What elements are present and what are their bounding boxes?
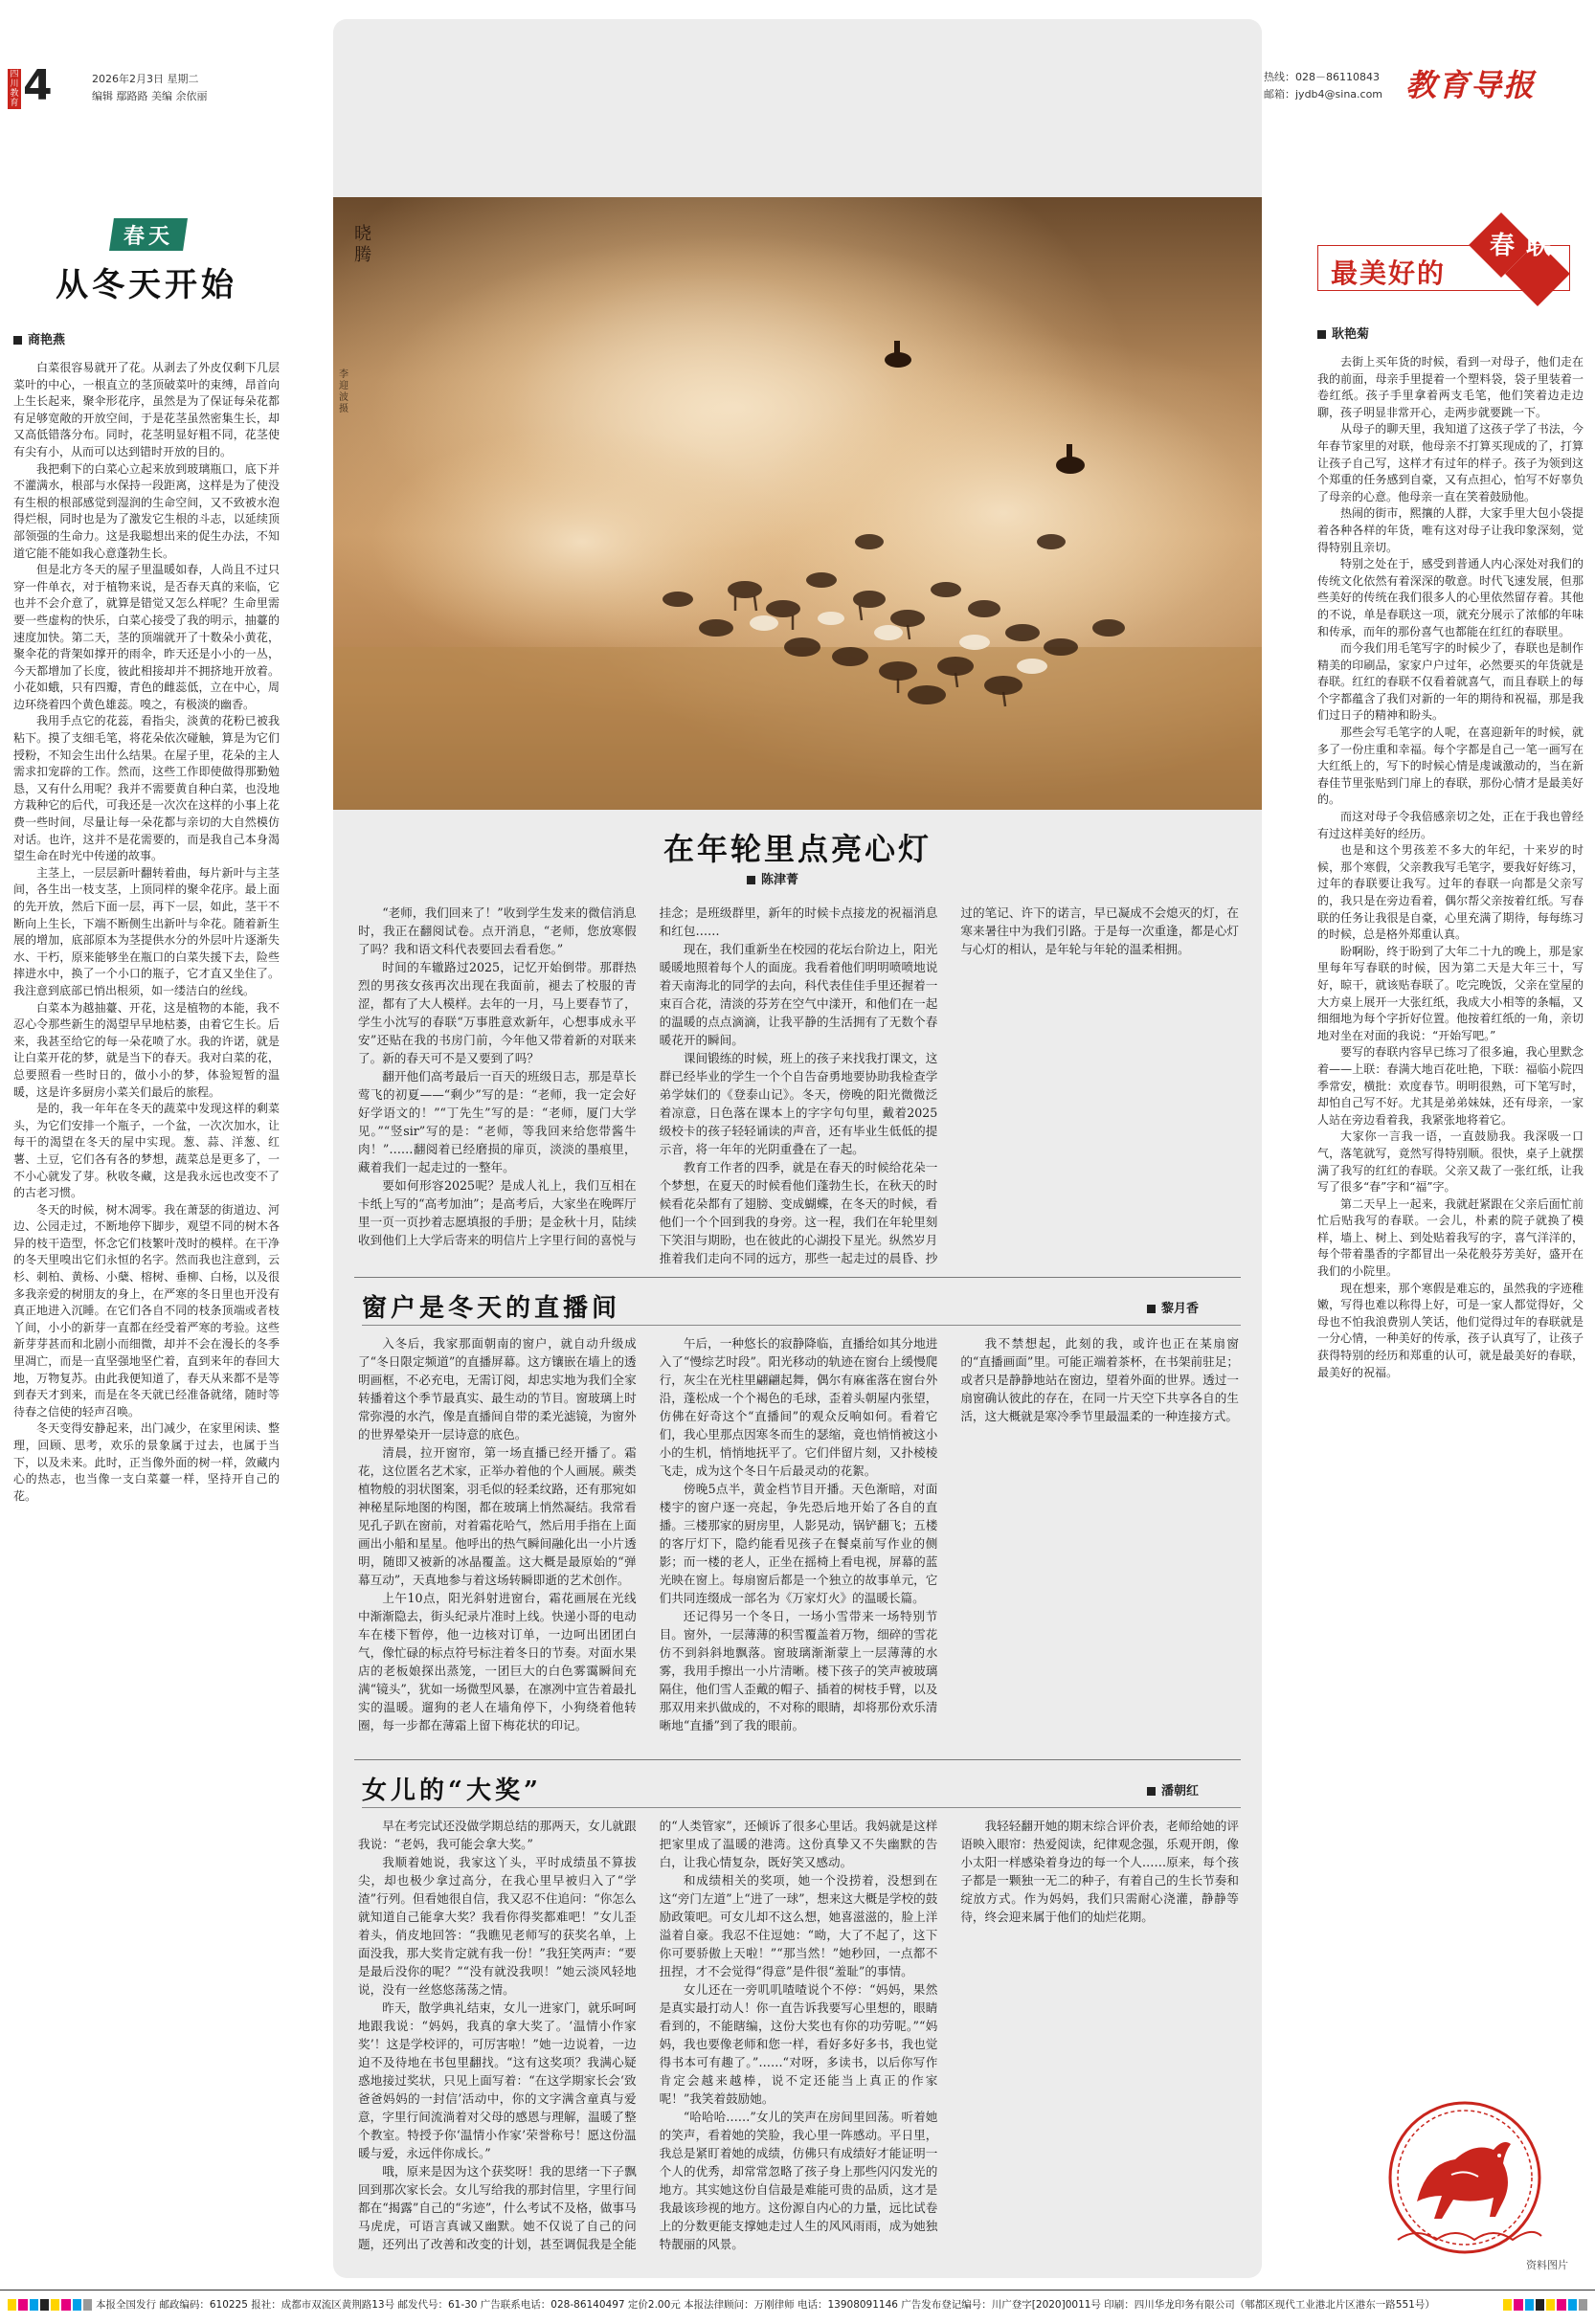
- papercut-horse-illustration: [1359, 2096, 1570, 2259]
- byline-square-icon: [1317, 330, 1326, 339]
- page-number-block: [8, 61, 65, 110]
- daughter-title: 女儿的“大奖”: [362, 1777, 542, 1805]
- email: 邮箱：jydb4@sina.com: [1264, 88, 1383, 101]
- left-para: 主茎上，一层层新叶翻转着曲，每片新叶与主茎间，各生出一枝支茎，上顶同样的聚伞花序。最上面的先开放，然后下面一层，再下一层，如此，茎干不断向上生长，下端不断侧生出新叶与伞花。随着新生展的增加，底部原本为茎提供水分的外层叶片逐渐失水、干朽，原来能够坐在瓶口的白菜失援下去，险些摔进水中，换了一个小口的瓶子，它才直又坐住了。我注意到底部已悄出根须，如一缕洁白的丝线。: [13, 865, 280, 997]
- window-body: [358, 1334, 1239, 1755]
- main-body: [358, 904, 1239, 1267]
- main-para: 现在，我们重新坐在校园的花坛台阶边上，阳光暖暖地照着每个人的面庞。我看着他们明明喷喷地说着天南海北的同学的去向，科代表佳佳手里还握着一束百合花，清淡的芬芳在空气中漾开，和他们在一起的温暖的点点滴滴，让我平静的生活拥有了无数个春暖花开的瞬间。: [659, 942, 938, 1047]
- right-para: 而今我们用毛笔写字的时候少了，春联也是制作精美的印刷品，家家户户过年，必然要买的年货就是春联。红红的春联不仅看着就喜气，而且春联上的每个字都蕴含了我们对新的一年的期待和祝福，那是我们过日子的精神和盼头。: [1317, 641, 1584, 723]
- right-para: 盼啊盼，终于盼到了大年二十九的晚上，那是家里每年写春联的时候，因为第二天是大年三十，写好，晾干，就该贴春联了。吃完晚饭，父亲在堂屋的大方桌上展开一大张红纸，我成大小相等的条幅，又细细地为每个字折好位置。他按着红纸的一角，亲切地对坐在对面的我说：“开始写吧。”: [1317, 944, 1584, 1042]
- window-para: 清晨，拉开窗帘，第一场直播已经开播了。霜花，这位匿名艺术家，正举办着他的个人画展。蕨类植物般的羽状图案，羽毛似的轻柔纹路，还有那宛如神秘星际地图的构图，都在玻璃上悄然凝结。我常看见孔子趴在窗前，对着霜花哈气，然后用手指在上面画出小船和星星。他呼出的热气瞬间融化出一小片透明，随即又被新的冰晶覆盖。这大概是最原始的“弹幕互动”，天真地参与着这场转瞬即逝的艺术创作。: [358, 1445, 637, 1587]
- left-kicker: 春天: [123, 224, 173, 249]
- daughter-title-rule: [362, 1807, 1241, 1808]
- main-para: 教育工作者的四季，就是在春天的时候给花朵一个梦想，在夏天的时候看他们蓬勃生长，在秋天的时候看花朵都有了翅膀、变成蝴蝶，在冬天的时候，看他们一个个回到我的身旁。这一程，我们在年轮里刻下笑泪与期盼，也在彼此的心湖投下星光。纵然岁月推着我们走向不同的远方，那些一起走过的晨昏、抄过的笔记、许下的诺言，早已凝成不会熄灭的灯，在寒来暑往中为我们引路。于是每一次重逢，都是心灯与心灯的相认，是年轮与年轮的温柔相拥。: [659, 905, 1239, 1265]
- right-para: 也是和这个男孩差不多大的年纪，十来岁的时候，那个寒假，父亲教我写毛笔字，要我好好练习，过年的春联要让我写。过年的春联一向都是父亲写的，我只是在旁边看着，偶尔帮父亲按着红纸。写春联的任务让我很是自豪，心里充满了期待，每每练习的时候，总是格外郑重认真。: [1317, 843, 1584, 942]
- daughter-para: 哦，原来是因为这个获奖呀！我的思绪一下子飘回到那次家长会。女儿写给我的那封信里，字里行间都在“揭露”自己的“劣迹”，什么考试不及格，做事马马虎虎，可语言真诚又幽默。她不仅说了自己的问题，还列出了改善和改变的计划，甚至调侃我是全能的“人类管家”，还倾诉了很多心里话。我妈就是这样把家里成了温暖的港湾。这份真挚又不失幽默的告白，让我心情复杂，既好笑又感动。: [358, 1819, 938, 2251]
- window-para: 入冬后，我家那面朝南的窗户，就自动升级成了“冬日限定频道”的直播屏幕。这方镶嵌在墙上的透明画框，不必充电，无需订阅，却忠实地为我们全家转播着这个季节最真实、最生动的节目。窗玻璃上时常弥漫的水汽，像是直播间自带的柔光滤镜，为窗外的世界晕染开一层诗意的底色。: [358, 1336, 637, 1441]
- window-para: 我不禁想起，此刻的我，或许也正在某扇窗的“直播画面”里。可能正端着茶杯，在书架前驻足；或者只是静静地站在窗边，望着外面的世界。透过一扇窗确认彼此的存在，在同一片天空下共享各自的生活，这大概就是寒冷季节里最温柔的一种连接方式。: [960, 1336, 1239, 1423]
- right-para: 大家你一言我一语，一直鼓励我。我深吸一口气，落笔就写，竟然写得特别顺。很快，桌子上就摆满了我写的红红的春联。父亲又裁了一张红纸，让我写了很多“春”字和“福”字。: [1317, 1129, 1584, 1195]
- right-para: 去街上买年货的时候，看到一对母子，他们走在我的前面，母亲手里提着一个塑料袋，袋子里装着一卷红纸。孩子手里拿着两支毛笔，他们笑着边走边聊，孩子明显非常开心，走两步就要跳一下。: [1317, 355, 1584, 419]
- paper-logo: 教育导报: [1405, 67, 1537, 103]
- right-para: 从母子的聊天里，我知道了这孩子学了书法，今年春节家里的对联，他母亲不打算买现成的了，打算让孩子自己写，这样才有过年的样子。孩子为领到这个郑重的任务感到自豪，又有点担心，怕写不好辜负了母亲的心意。他母亲一直在笑着鼓励他。: [1317, 422, 1584, 503]
- papercut-horse-icon: [1359, 2096, 1570, 2259]
- window-para: 还记得另一个冬日，一场小雪带来一场特别节目。窗外，一层薄薄的积雪覆盖着万物，细碎的雪花仿不到斜斜地飘落。窗玻璃渐渐蒙上一层薄薄的水雾，我用手擦出一小片清晰。楼下孩子的笑声被玻璃隔住，他们雪人歪戴的帽子、插着的树枝手臂，以及那双用来扒做成的，不对称的眼睛，却将那份欢乐清晰地“直播”到了我的眼前。: [659, 1609, 938, 1732]
- daughter-para: 昨天，散学典礼结束，女儿一进家门，就乐呵呵地跟我说：“妈妈，我真的拿大奖了。‘温情小作家奖’！这是学校评的，可厉害啦！”她一边说着，一边迫不及待地在书包里翻找。“这有这奖项？我满心疑惑地接过奖状，只见上面写着：“在这学期家长会‘致爸爸妈妈的一封信’活动中，你的文字满含童真与爱意，字里行间流淌着对父母的感恩与理解，温暖了整个教室。特授予你‘温情小作家’荣誉称号！愿这份温暖与爱，永远伴你成长。”: [358, 2000, 637, 2160]
- right-para: 现在想来，那个寒假是难忘的，虽然我的字迹稚嫩，写得也难以称得上好，可是一家人都觉得好，父母也不怕我浪费别人笑话，他们觉得过年的春联就是一分心情，一种美好的传承，孩子认真写了，让孩子获得特别的经历和郑重的认可，就是最美好的春联，最美好的祝福。: [1317, 1281, 1584, 1379]
- right-para: 热闹的街市，熙攘的人群，大家手里大包小袋提着各种各样的年货，唯有这对母子让我印象深刻，觉得特别且亲切。: [1317, 506, 1584, 554]
- byline-square-icon: [1147, 1305, 1156, 1313]
- window-author: 黎月香: [1161, 1302, 1200, 1316]
- page-number: 4: [23, 61, 53, 110]
- window-byline: [1147, 1298, 1199, 1316]
- byline-square-icon: [1147, 1787, 1156, 1796]
- window-para: 傍晚5点半，黄金档节目开播。天色渐暗，对面楼宇的窗户逐一亮起，争先恐后地开始了各自的直播。三楼那家的厨房里，人影晃动，锅铲翻飞；五楼的客厅灯下，隐约能看见孩子在餐桌前写作业的侧影；而一楼的老人，正坐在摇椅上看电视，屏幕的蓝光映在窗上。每扇窗后都是一个独立的故事单元，它们共同连缀成一部名为《万家灯火》的温暖长篇。: [659, 1482, 938, 1605]
- left-title: 从冬天开始: [56, 266, 237, 304]
- window-para: 午后，一种悠长的寂静降临，直播给如其分地进入了“慢综艺时段”。阳光移动的轨迹在窗台上缓慢爬行，灰尘在光柱里翩翩起舞，偶尔有麻雀落在窗台外沿，蓬松成一个个褐色的毛球，歪着头朝屋内张望，仿佛在好奇这个“直播间”的观众反响如何。看着它们，我心里那点因寒冬而生的瑟缩，竟也悄悄被这小小的生机，悄悄地抚平了。它们伴留片刻，又扑棱棱飞走，成为这个冬日午后最灵动的花絮。: [659, 1336, 938, 1478]
- daughter-byline: [1147, 1780, 1199, 1799]
- daughter-para: 我轻轻翻开她的期末综合评价表，老师给她的评语映入眼帘：热爱阅读，纪律观念强，乐观开朗，像小太阳一样感染着身边的每一个人……原来，每个孩子都是一颗独一无二的种子，有着自己的生长节奏和绽放方式。作为妈妈，我们只需耐心浇灌，静静等待，终会迎来属于他们的灿烂花期。: [960, 1819, 1239, 1924]
- window-para: 上午10点，阳光斜射进窗台，霜花画展在光线中渐渐隐去，街头纪录片准时上线。快递小哥的电动车在楼下暂停，他一边核对订单，一边呵出团团白气，像忙碌的标点符号标注着冬日的节奏。对面水果店的老板娘探出蒸笼，一团巨大的白色雾霭瞬间充满“镜头”，犹如一场微型风暴，在凛冽中宣告着最扎实的温暖。遛狗的老人在墙角停下，小狗绕着他转圈，每一步都在薄霜上留下梅花状的印记。: [358, 1591, 637, 1732]
- daughter-author: 潘朝红: [1161, 1784, 1200, 1799]
- left-para: 白菜很容易就开了花。从剥去了外皮仅剩下几层菜叶的中心，一根直立的茎顶破菜叶的束缚，昂首向上生长起来，聚伞形花序，虽然是为了保证每朵花都有足够宽敞的开放空间，于是花茎虽然密集生长，却又高低错落分布。同时，花茎明显好粗不同，花茎使有尖有小，从而可以达到错时开放的目的。: [13, 361, 280, 458]
- main-byline: [747, 869, 798, 887]
- color-bar-left: [8, 2299, 92, 2311]
- daughter-para: “哈哈哈……”女儿的笑声在房间里回荡。听着她的笑声，看着她的笑脸，我心里一阵感动。平日里，我总是紧盯着她的成绩，仿佛只有成绩好才能证明一个人的优秀，却常常忽略了孩子身上那些闪闪发光的地方。其实她这份自信最是难能可贵的品质，这才是我最该珍视的地方。这份源自内心的力量，远比试卷上的分数更能支撑她走过人生的风风雨雨，成为她独特靓丽的风景。: [659, 2110, 938, 2251]
- right-para: 第二天早上一起来，我就赶紧跟在父亲后面忙前忙后贴我写的春联。一会儿，朴素的院子就换了模样，墙上、树上、到处贴着我写的字，喜气洋洋的，每个带着墨香的字都冒出一朵花般芬芳美好，盛开在我们的小院里。: [1317, 1196, 1584, 1279]
- photo-title: 晓腾: [354, 224, 371, 265]
- left-para: 冬天变得安静起来，出门减少，在家里闲读、整理，回顾、思考，欢乐的景象属于过去，也属于当下，以及未来。此时，正当像外面的树一样，敛藏内心的热志，也当像一支白菜薹一样，坚持开自己的花。: [13, 1421, 280, 1503]
- left-body: [13, 360, 280, 2131]
- right-para: 特别之处在于，感受到普通人内心深处对我们的传统文化依然有着深深的敬意。时代飞速发展，但那些美好的传统在我们很多人的心里依然留存着。其他的不说，单是春联这一项，就充分展示了浓郁的年味和传承，而年的那份喜气也都能在红红的春联里。: [1317, 557, 1584, 638]
- main-para: “老师，我们回来了！”收到学生发来的微信消息时，我正在翻阅试卷。点开消息，“老师，您放寒假了吗？我和语文科代表要回去看看您。”: [358, 905, 637, 956]
- daughter-para: 早在考完试还没做学期总结的那两天，女儿就跟我说：“老妈，我可能会拿大奖。”: [358, 1819, 637, 1851]
- main-para: 要如何形容2025呢？是成人礼上，我们互相在卡纸上写的“高考加油”；是高考后，大家坐在晚晖厅里一页一页抄着志愿填报的手册；是金秋十月，陆续收到他们上大学后寄来的明信片上字里行间的喜悦与挂念；是班级群里，新年的时候卡点接龙的祝福消息和红包……: [358, 905, 938, 1247]
- window-title: 窗户是冬天的直播间: [362, 1294, 621, 1323]
- daughter-para: 我顺着她说，我家这丫头，平时成绩虽不算拔尖，却也极少拿过高分，在我心里早被归入了“学渣”行列。但看她很自信，我又忍不住追问：“你怎么就知道自己能拿大奖？我看你得奖都难吧！”女儿歪着头，俏皮地回答：“我瞧见老师写的获奖名单，上面没我，那大奖肯定就有我一份！”我狂笑两声：“要是最后没你的呢？”“没有就没我呗！”她云淡风轻地说，没有一丝悠悠荡荡之情。: [358, 1855, 637, 1997]
- right-author: 耿艳菊: [1332, 327, 1370, 342]
- left-para: 冬天的时候，树木凋零。我在萧瑟的街道边、河边、公园走过，不断地停下脚步，观望不同的树木各异的枝干造型，怀念它们枝繁叶茂时的模样。在干净的冬天里嗅出它们永恒的名字。然而我也注意到，云杉、刺柏、黄杨、小蘖、榕树、垂柳、白杨，以及很多我亲爱的树朋友的身上，在严寒的冬日里也开没有真正地进入沉睡。在它们各自不同的枝条顶端或者枝丫间，小小的新芽一直都在经受着严寒的考验。这些新芽芽甚而和北剧小而细微，却并不会在漫长的冬季里凋亡，而是一直坚强地坚伫着，直到来年的春回大地，万物复苏。由此我便知道了，春天从来都不是等到春天才到来，而是在冬天就已经准备就绪，随时等待春之信使的轻声召唤。: [13, 1202, 280, 1419]
- right-article: [1317, 216, 1584, 2188]
- main-para: 时间的车辙路过2025，记忆开始倒带。那群热烈的男孩女孩再次出现在我面前，褪去了校服的青涩，都有了大人模样。去年的一月，马上要春节了，学生小沈写的春联“万事胜意欢新年，心想事成永平安”还贴在我的书房门前，今年他又带着新的对联来了。新的春天可不是又要到了吗？: [358, 960, 637, 1065]
- section-divider: [354, 1277, 1241, 1278]
- daughter-body: [358, 1817, 1239, 2267]
- left-author: 商艳燕: [28, 333, 66, 347]
- color-bar-right: [1503, 2299, 1587, 2311]
- main-para: 翻开他们高考最后一百天的班级日志，那是草长莺飞的初夏——“剩少”写的是：“老师，我一定会好好学语文的！”“丁先生”写的是：“老师，厦门大学见。”“竖sir”写的是：“老师，等我回来给您带酱牛肉！”……翻阅着已经磨损的扉页，淡淡的墨痕里，藏着我们一起走过的一整年。: [358, 1069, 637, 1174]
- right-para: 那些会写毛笔字的人呢，在喜迎新年的时候，就多了一份庄重和幸福。每个字都是自己一笔一画写在大红纸上的，写下的时候心情是虔诚激动的，当在新春佳节里张贴到门扉上的春联，那份心情才是最美好的。: [1317, 726, 1584, 807]
- left-para: 我把剩下的白菜心立起来放到玻璃瓶口，底下并不灌满水，根部与水保持一段距离，这样是为了使没有生根的根部感觉到湿润的生命空间，又不致被水泡得烂根，同时也是为了激发它生根的斗志，以延续顶部领强的生命力。这是我聪想出来的促生办法，不知道它能不能如我心意蓬勃生长。: [13, 461, 280, 560]
- hotline: 热线：028－86110843: [1264, 71, 1380, 83]
- right-kicker: 最美好的: [1331, 257, 1447, 289]
- right-seal-text: 春联: [1490, 232, 1563, 260]
- horse-herd-illustration: [333, 197, 1262, 810]
- left-byline: [13, 329, 65, 347]
- left-para: 是的，我一年年在冬天的蔬菜中发现这样的剩菜头，为它们安排一个瓶子，一个盆，一次次加水，让每干的渴望在冬天的屋中实现。葱、蒜、洋葱、红薯、土豆，它们各有各的梦想，蔬菜总是更多了，一不小心就发了芽。秋收冬藏，这是我永远也改变不了的古老习惯。: [13, 1102, 280, 1200]
- section-divider: [354, 1759, 1241, 1760]
- right-para: 要写的春联内容早已练习了很多遍，我心里默念着——上联：春满大地百花吐艳，下联：福临小院四季常安，横批：欢度春节。明明很熟，可下笔写时，却怕自己写不好。尤其是弟弟妹妹，还有母亲，一家人站在旁边看着我，我紧张地将着它。: [1317, 1045, 1584, 1127]
- left-para: 我用手点它的花蕊，看指尖，淡黄的花粉已被我粘下。摸了支细毛笔，将花朵依次碰触，算是为它们授粉，不知会生出什么结果。在屋子里，花朵的主人需求扣宠辟的工作。然而，这些工作即使做得那勤勉恳，又有什么用呢？我并不需要黄自种白菜，也没地方栽种它的后代，可我还是一次次在这样的小事上花费一些时间，尽量让每一朵花都与亲切的大自然模仿对话。也许，这并不是花需要的，而是我自己本身渴望生命在时光中传递的故事。: [13, 714, 280, 863]
- right-body: [1317, 354, 1584, 1981]
- horse-photo: [333, 197, 1262, 810]
- right-byline: [1317, 324, 1369, 342]
- editors: 编辑 鄢路路 美编 余依丽: [92, 90, 208, 102]
- main-para: 课间锻练的时候，班上的孩子来找我打课文，这群已经毕业的学生一个个自告奋勇地要协助我检查学弟学妹们的《登泰山记》。冬天，傍晚的阳光微微泛着凉意，日色落在课本上的字字句句里，戴着2025级校卡的孩子轻轻诵读的声音，还有毕业生低低的提示音，将一年年的光阴重叠在了一起。: [659, 1051, 938, 1156]
- byline-square-icon: [13, 336, 22, 345]
- left-article: [13, 216, 280, 2131]
- byline-square-icon: [747, 876, 755, 884]
- photo-credit: 李迎波 摄: [339, 369, 348, 414]
- daughter-para: 女儿还在一旁叽叽喳喳说个不停：“妈妈，果然是真实最打动人！你一直告诉我要写心里想的，眼睛看到的，不能瞎编，这份大奖也有你的功劳呢。”“妈妈，我也要像老师和您一样，看好多好多书，我也觉得书本可有趣了。”……“对呀，多读书，以后你写作肯定会越来越棒，说不定还能当上真正的作家呢！”我笑着鼓励她。: [659, 1982, 938, 2106]
- main-article-title: 在年轮里点亮心灯: [663, 831, 932, 867]
- main-author: 陈津菁: [761, 873, 799, 887]
- page-tag: 四川教育: [8, 69, 21, 109]
- right-para: 而这对母子令我倍感亲切之处，正在于我也曾经有过这样美好的经历。: [1317, 810, 1584, 840]
- illustration-credit: 资料图片: [1526, 2259, 1568, 2271]
- issue-date: 2026年2月3日 星期二: [92, 73, 199, 85]
- footer-text: 本报全国发行 邮政编码：610225 报社：成都市双流区黄荆路13号 邮发代号：61-30 广告联系电话：028-86140497 定价2.00元 本报法律顾问：万刚律师 电话：13908091146 广告发布登记编号：川广登字[2020]0011号 印刷：四川华龙印务有限公司（郫都区现代工业港北片区港东一路551号）: [96, 2299, 1435, 2311]
- left-para: 但是北方冬天的屋子里温暖如春，人尚且不过只穿一件单衣，对于植物来说，是否春天真的来临，它也并不会介意了，就算是错觉又怎么样呢？生命里需要一些虚构的快乐，白菜心接受了我的明示，抽薹的速度加快。第二天，茎的顶端就开了十数朵小黄花，聚伞花的背架如撑开的雨伞，昨天还是小小的一丛，今天都增加了长度，彼此相接却并不拥挤地开放着。小花如蛾，只有四瓣，青色的雌蕊低，立在中心，周边环绕着四个黄色雄蕊。嗅之，有极淡的幽香。: [13, 563, 280, 711]
- window-title-rule: [362, 1325, 1241, 1326]
- left-para: 白菜本为越抽薹、开花，这是植物的本能，我不忍心令那些新生的渴望早早地枯萎，由着它生长。后来，我甚至给它的每一朵花喷了水。我的许诺，就是让白菜开花的梦，就是当下的春天。我对白菜的花，总要照看一些时日的，做小小的梦，体验短暂的温暖，这是许多厨房小菜关们最后的旅程。: [13, 1000, 280, 1099]
- daughter-para: 和成绩相关的奖项，她一个没捞着，没想到在这“旁门左道”上“进了一球”，想来这大概是学校的鼓励政策吧。可女儿却不这么想，她喜滋滋的，脸上洋溢着自豪。我忍不住逗她：“呦，大了不起了，这下你可要骄傲上天啦！”“那当然！”她秒回，一点都不扭捏，才不会觉得“得意”是件很“羞耻”的事情。: [659, 1873, 938, 1978]
